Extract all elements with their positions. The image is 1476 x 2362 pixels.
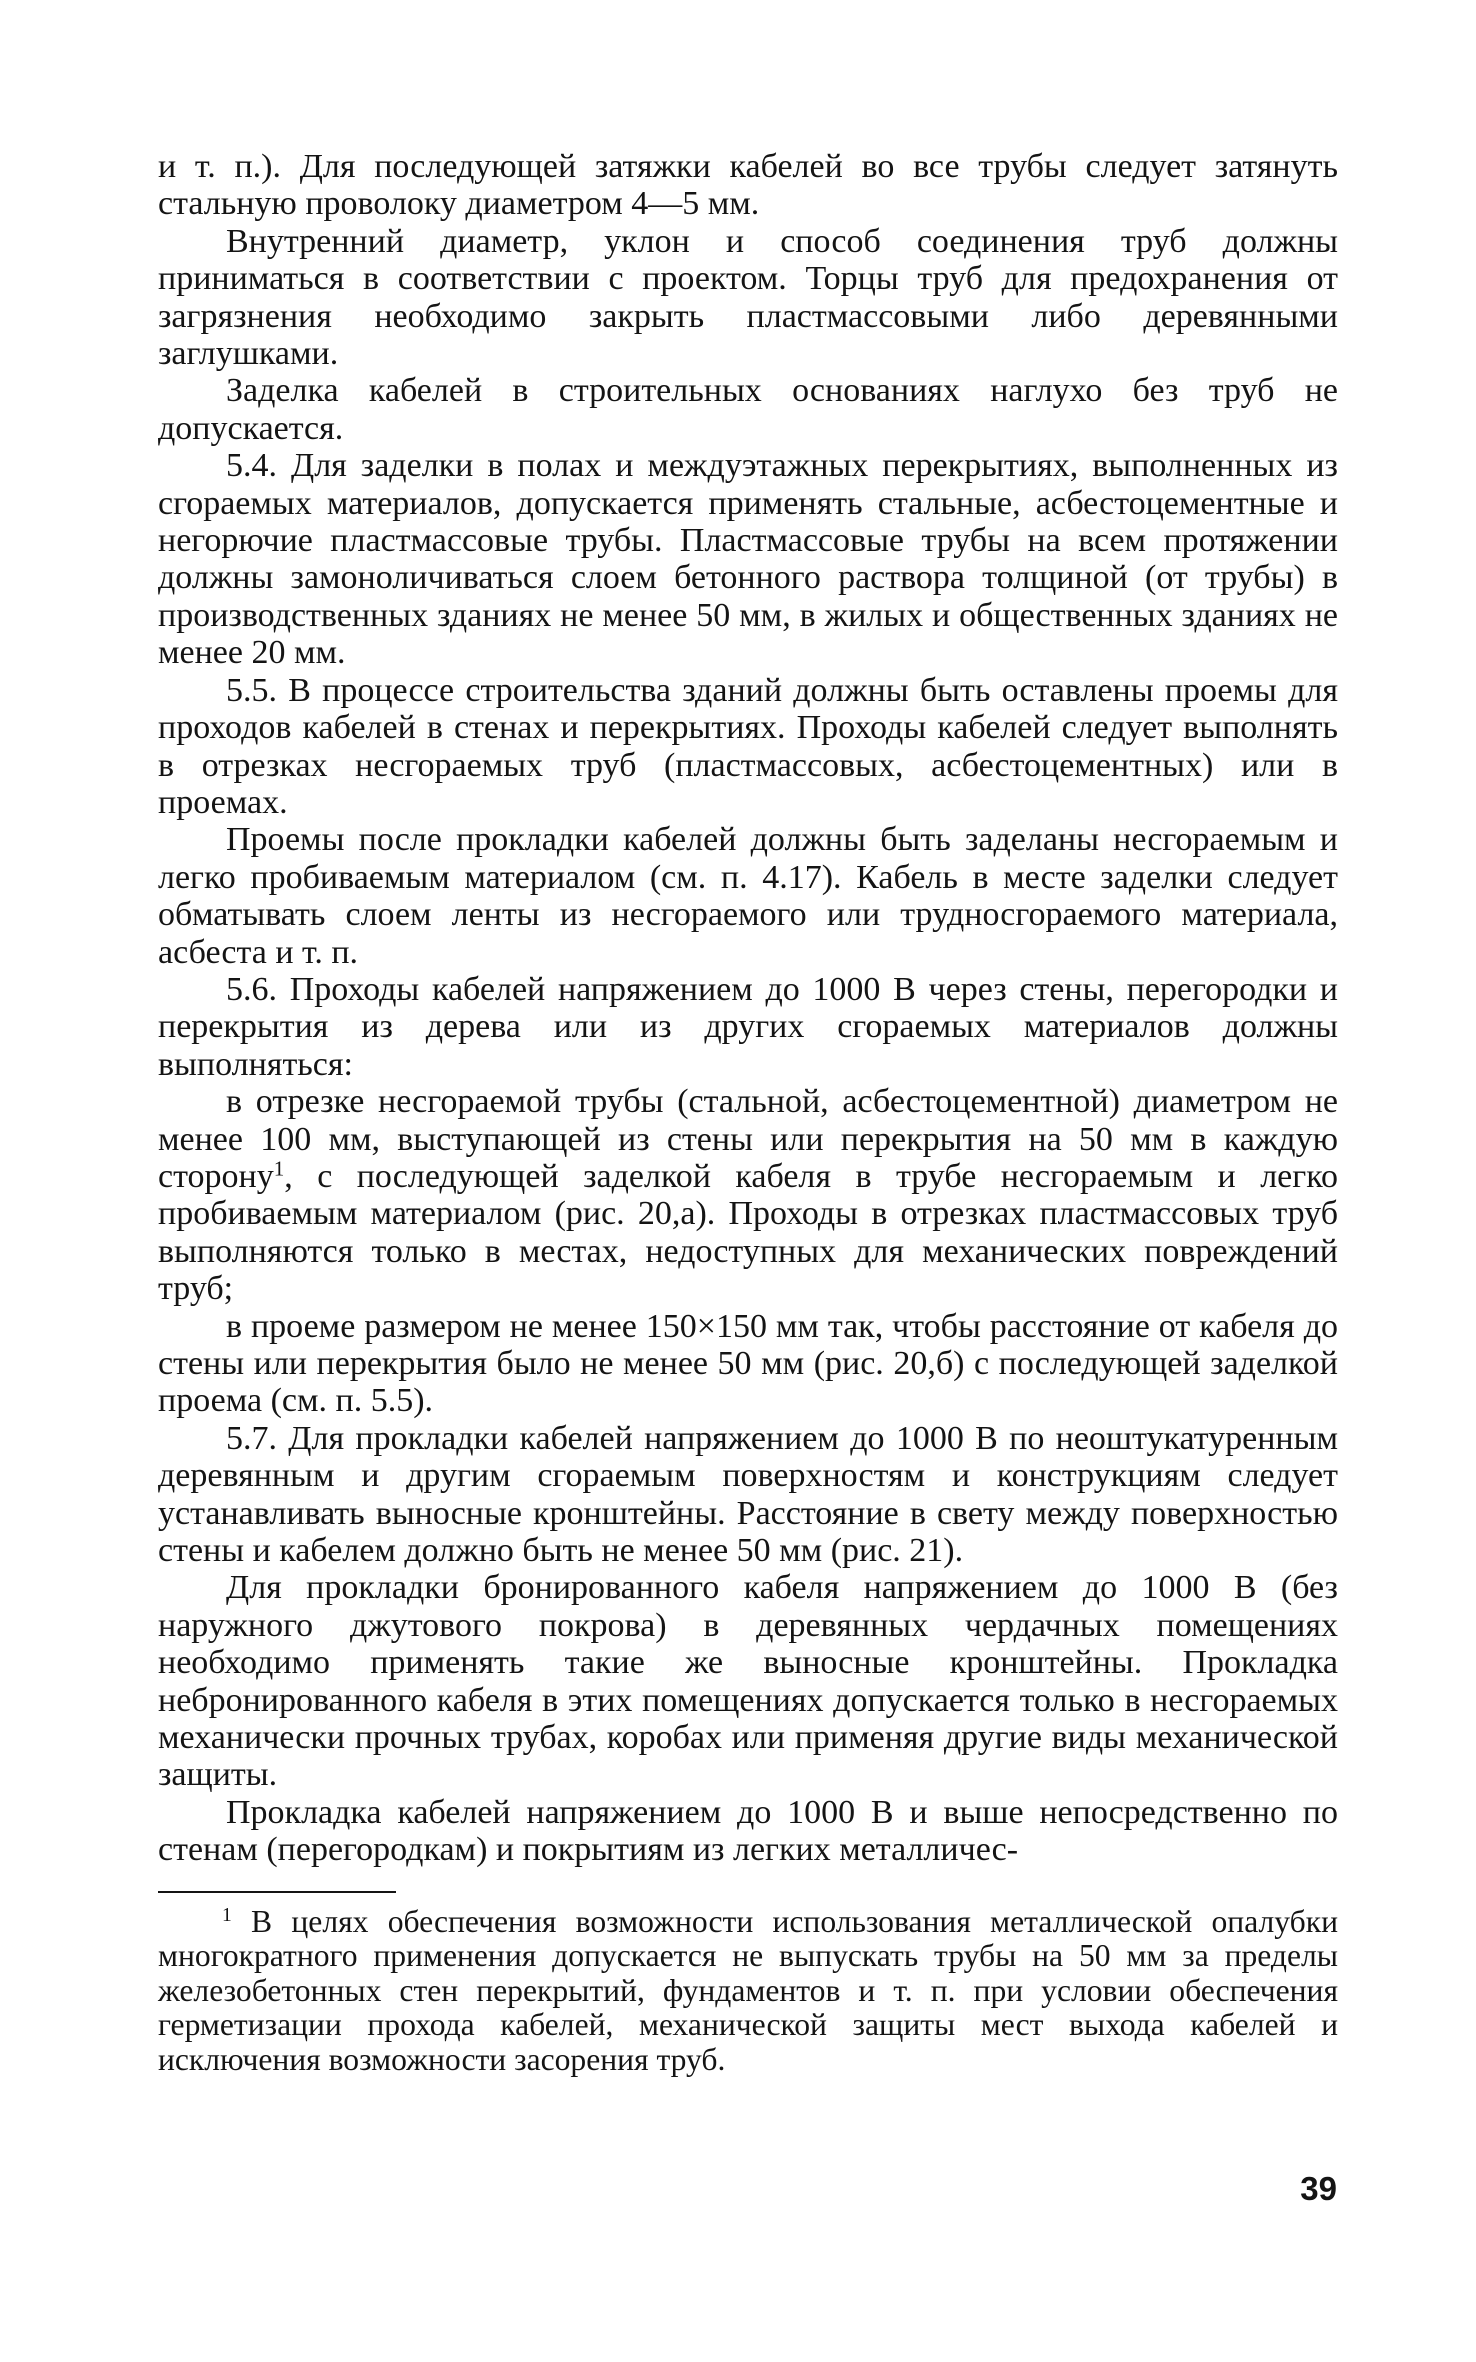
page-number: 39	[1300, 2170, 1337, 2207]
footnote-text: В целях обеспечения возможности использования металлической опалубки многократного применения допускается не выпускать трубы на 50 мм за пределы железобетонных стен перекрытий, фундаментов и т. п. при условии обеспечения герметизации прохода кабелей, механической защиты мест выхода кабелей и исключения возможности засорения труб.	[158, 1903, 1338, 2078]
paragraph-continuation: и т. п.). Для последующей затяжки кабелей во все трубы следует затянуть стальную проволоку диаметром 4—5 мм.	[158, 148, 1338, 223]
paragraph-armored-cable: Для прокладки бронированного кабеля напряжением до 1000 В (без наружного джутового покрова) в деревянных чердачных помещениях необходимо применять такие же выносные кронштейны. Прокладка небронированного кабеля в этих помещениях допускается только в несгораемых механически прочных трубах, коробах или применяя другие виды механической защиты.	[158, 1569, 1338, 1794]
paragraph-embedding: Заделка кабелей в строительных основаниях наглухо без труб не допускается.	[158, 372, 1338, 447]
paragraph-5-7: 5.7. Для прокладки кабелей напряжением до 1000 В по неоштукатуренным деревянным и другим сгораемым поверхностям и конструкциям следует устанавливать выносные кронштейны. Расстояние в свету между поверхностью стены и кабелем должно быть не менее 50 мм (рис. 21).	[158, 1419, 1338, 1570]
list-item-pipe-segment	[158, 1083, 1338, 1307]
list-item-pipe-segment-text-b: , с последующей заделкой кабеля в трубе несгораемым и легко пробиваемым материалом (рис. 20,а). Проходы в отрезках пластмассовых труб выполняются только в местах, недоступных для механических повреждений труб;	[158, 1157, 1338, 1308]
paragraph-5-5: 5.5. В процессе строительства зданий должны быть оставлены проемы для проходов кабелей в стенах и перекрытиях. Проходы кабелей следует выполнять в отрезках несгораемых труб (пластмассовых, асбестоцементных) или в проемах.	[158, 671, 1338, 821]
page-body	[158, 148, 1338, 2078]
paragraph-5-6: 5.6. Проходы кабелей напряжением до 1000 В через стены, перегородки и перекрытия из дерева или из других сгораемых материалов должны выполняться:	[158, 970, 1338, 1083]
paragraph-pipe-diameter: Внутренний диаметр, уклон и способ соединения труб должны приниматься в соответствии с проектом. Торцы труб для предохранения от загрязнения необходимо закрыть пластмассовыми либо деревянными заглушками.	[158, 222, 1338, 373]
paragraph-metal-walls: Прокладка кабелей напряжением до 1000 В и выше непосредственно по стенам (перегородкам) и покрытиям из легких металличес-	[158, 1793, 1338, 1869]
list-item-opening: в проеме размером не менее 150×150 мм так, чтобы расстояние от кабеля до стены или перекрытия было не менее 50 мм (рис. 20,б) с последующей заделкой проема (см. п. 5.5).	[158, 1307, 1338, 1420]
footnote-marker: 1	[222, 1904, 232, 1926]
footnote-paragraph	[158, 1905, 1338, 2078]
footnote-divider	[158, 1891, 396, 1893]
paragraph-5-4: 5.4. Для заделки в полах и междуэтажных перекрытиях, выполненных из сгораемых материалов, допускается применять стальные, асбестоцементные и негорючие пластмассовые трубы. Пластмассовые трубы на всем протяжении должны замоноличиваться слоем бетонного раствора толщиной (от трубы) в производственных зданиях не менее 50 мм, в жилых и общественных зданиях не менее 20 мм.	[158, 447, 1338, 672]
paragraph-openings: Проемы после прокладки кабелей должны быть заделаны несгораемым и легко пробиваемым материалом (см. п. 4.17). Кабель в месте заделки следует обматывать слоем ленты из несгораемого или трудносгораемого материала, асбеста и т. п.	[158, 821, 1338, 971]
footnote-reference: 1	[273, 1156, 285, 1181]
footnote	[158, 1905, 1338, 2078]
list-item-pipe-segment-text-a: в отрезке несгораемой трубы (стальной, асбестоцементной) диаметром не менее 100 мм, выступающей из стены или перекрытия на 50 мм в каждую сторону	[158, 1083, 1338, 1195]
